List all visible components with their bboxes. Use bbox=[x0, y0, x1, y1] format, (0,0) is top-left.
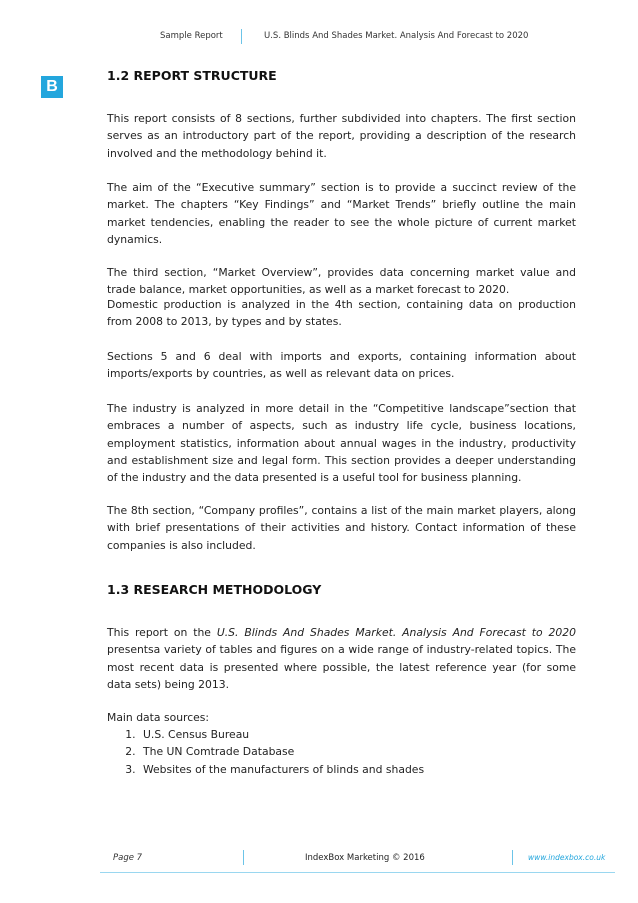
footer-separator bbox=[512, 850, 513, 865]
footer-copyright: IndexBox Marketing © 2016 bbox=[305, 853, 425, 863]
paragraph-market-overview: The third section, “Market Overview”, provides data concerning market value and trade balance, market opportunities, as well as a market forecast to 2020. bbox=[107, 266, 576, 297]
footer-website-link[interactable]: www.indexbox.co.uk bbox=[528, 853, 606, 862]
report-title-italic: U.S. Blinds And Shades Market. Analysis And Forecast to 2020 bbox=[216, 626, 576, 639]
section-title-report-structure: 1.2 REPORT STRUCTURE bbox=[107, 68, 277, 83]
header-report-type: Sample Report bbox=[160, 31, 223, 41]
page-footer bbox=[0, 850, 638, 868]
data-sources-list bbox=[107, 726, 594, 778]
footer-rule bbox=[100, 872, 615, 873]
header-report-title: U.S. Blinds And Shades Market. Analysis And Forecast to 2020 bbox=[264, 31, 529, 41]
indexbox-logo-icon: B bbox=[41, 76, 63, 98]
paragraph-company-profiles: The 8th section, “Company profiles”, contains a list of the main market players, along with brief presentations of their activities and history. Contact information of these companies is also included. bbox=[107, 504, 576, 552]
paragraph-methodology bbox=[107, 624, 576, 693]
list-item: 1. U.S. Census Bureau bbox=[139, 726, 594, 743]
data-sources-label: Main data sources: bbox=[107, 711, 210, 724]
section-title-research-methodology: 1.3 RESEARCH METHODOLOGY bbox=[107, 582, 322, 597]
page-number: Page 7 bbox=[113, 853, 143, 863]
methodology-text-start: This report on the bbox=[107, 626, 217, 639]
paragraph-intro: This report consists of 8 sections, further subdivided into chapters. The first section serves as an introductory part of the report, providing a description of the research involved and the methodology behind it. bbox=[107, 112, 576, 160]
page-header bbox=[0, 31, 638, 45]
list-item: 3. Websites of the manufacturers of blinds and shades bbox=[139, 761, 594, 778]
footer-separator bbox=[243, 850, 244, 865]
paragraph-executive-summary: The aim of the “Executive summary” section is to provide a succinct review of the market. The chapters “Key Findings” and “Market Trends” briefly outline the main market tendencies, enabling the reader to see the whole picture of current market dynamics. bbox=[107, 181, 576, 246]
paragraph-competitive-landscape: The industry is analyzed in more detail in the “Competitive landscape”section that embraces a number of aspects, such as industry life cycle, business locations, employment statistics, information about annual wages in the industry, productivity and establishment size and legal form. This section provides a deeper understanding of the industry and the data presented is a useful tool for business planning. bbox=[107, 402, 576, 485]
methodology-text-rest: presentsa variety of tables and figures on a wide range of industry-related topics. The most recent data is presented where possible, the latest reference year (for some data sets) being 2013. bbox=[107, 643, 576, 691]
list-item: 2. The UN Comtrade Database bbox=[139, 743, 594, 760]
paragraph-domestic-production: Domestic production is analyzed in the 4th section, containing data on production from 2008 to 2013, by types and by states. bbox=[107, 298, 576, 329]
header-separator bbox=[241, 29, 242, 44]
paragraph-imports-exports: Sections 5 and 6 deal with imports and exports, containing information about imports/exports by countries, as well as relevant data on prices. bbox=[107, 350, 576, 381]
